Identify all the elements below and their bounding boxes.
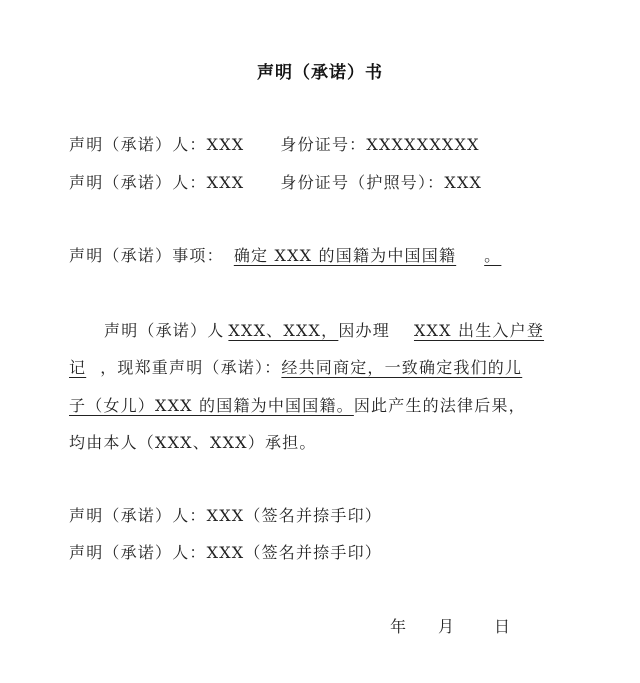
body-line-3: 子（女儿）XXX 的国籍为中国国籍。因此产生的法律后果，	[69, 396, 526, 415]
signature-line-1: 声明（承诺）人：XXX（签名并捺手印）	[69, 506, 382, 525]
body-line-4: 均由本人（XXX、XXX）承担。	[69, 433, 317, 452]
matter-label: 声明（承诺）事项：	[69, 246, 224, 265]
declarant-label: 声明（承诺）人：XXX	[69, 173, 245, 192]
id-passport-label: 身份证号（护照号）：XXX	[280, 173, 483, 192]
declarant-line-1	[69, 134, 480, 156]
body-line-1: 声明（承诺）人 XXX、XXX，因办理 XXX 出生入户登	[104, 321, 545, 340]
statement-field-cont: 子（女儿）XXX 的国籍为中国国籍。	[69, 396, 354, 415]
statement-field: 经共同商定，一致确定我们的儿	[281, 358, 523, 377]
id-number-label: 身份证号：XXXXXXXXX	[280, 135, 480, 154]
signature-line-2: 声明（承诺）人：XXX（签名并捺手印）	[69, 543, 382, 562]
declarant-label: 声明（承诺）人：XXX	[69, 135, 245, 154]
date-year: 年	[390, 617, 407, 636]
declarant-line-2	[69, 172, 482, 194]
date-line	[390, 614, 510, 637]
document-title: 声明（承诺）书	[257, 63, 383, 83]
date-month: 月	[438, 617, 455, 636]
body-line-2: 记 ，现郑重声明（承诺）：经共同商定，一致确定我们的儿	[69, 358, 523, 377]
procedure-field: XXX 出生入户登	[413, 321, 545, 340]
date-day: 日	[494, 617, 511, 636]
matter-line	[69, 245, 519, 267]
matter-value-field: 确定 XXX 的国籍为中国国籍 。	[233, 246, 502, 265]
declarant-names: XXX、XXX，	[228, 321, 339, 340]
